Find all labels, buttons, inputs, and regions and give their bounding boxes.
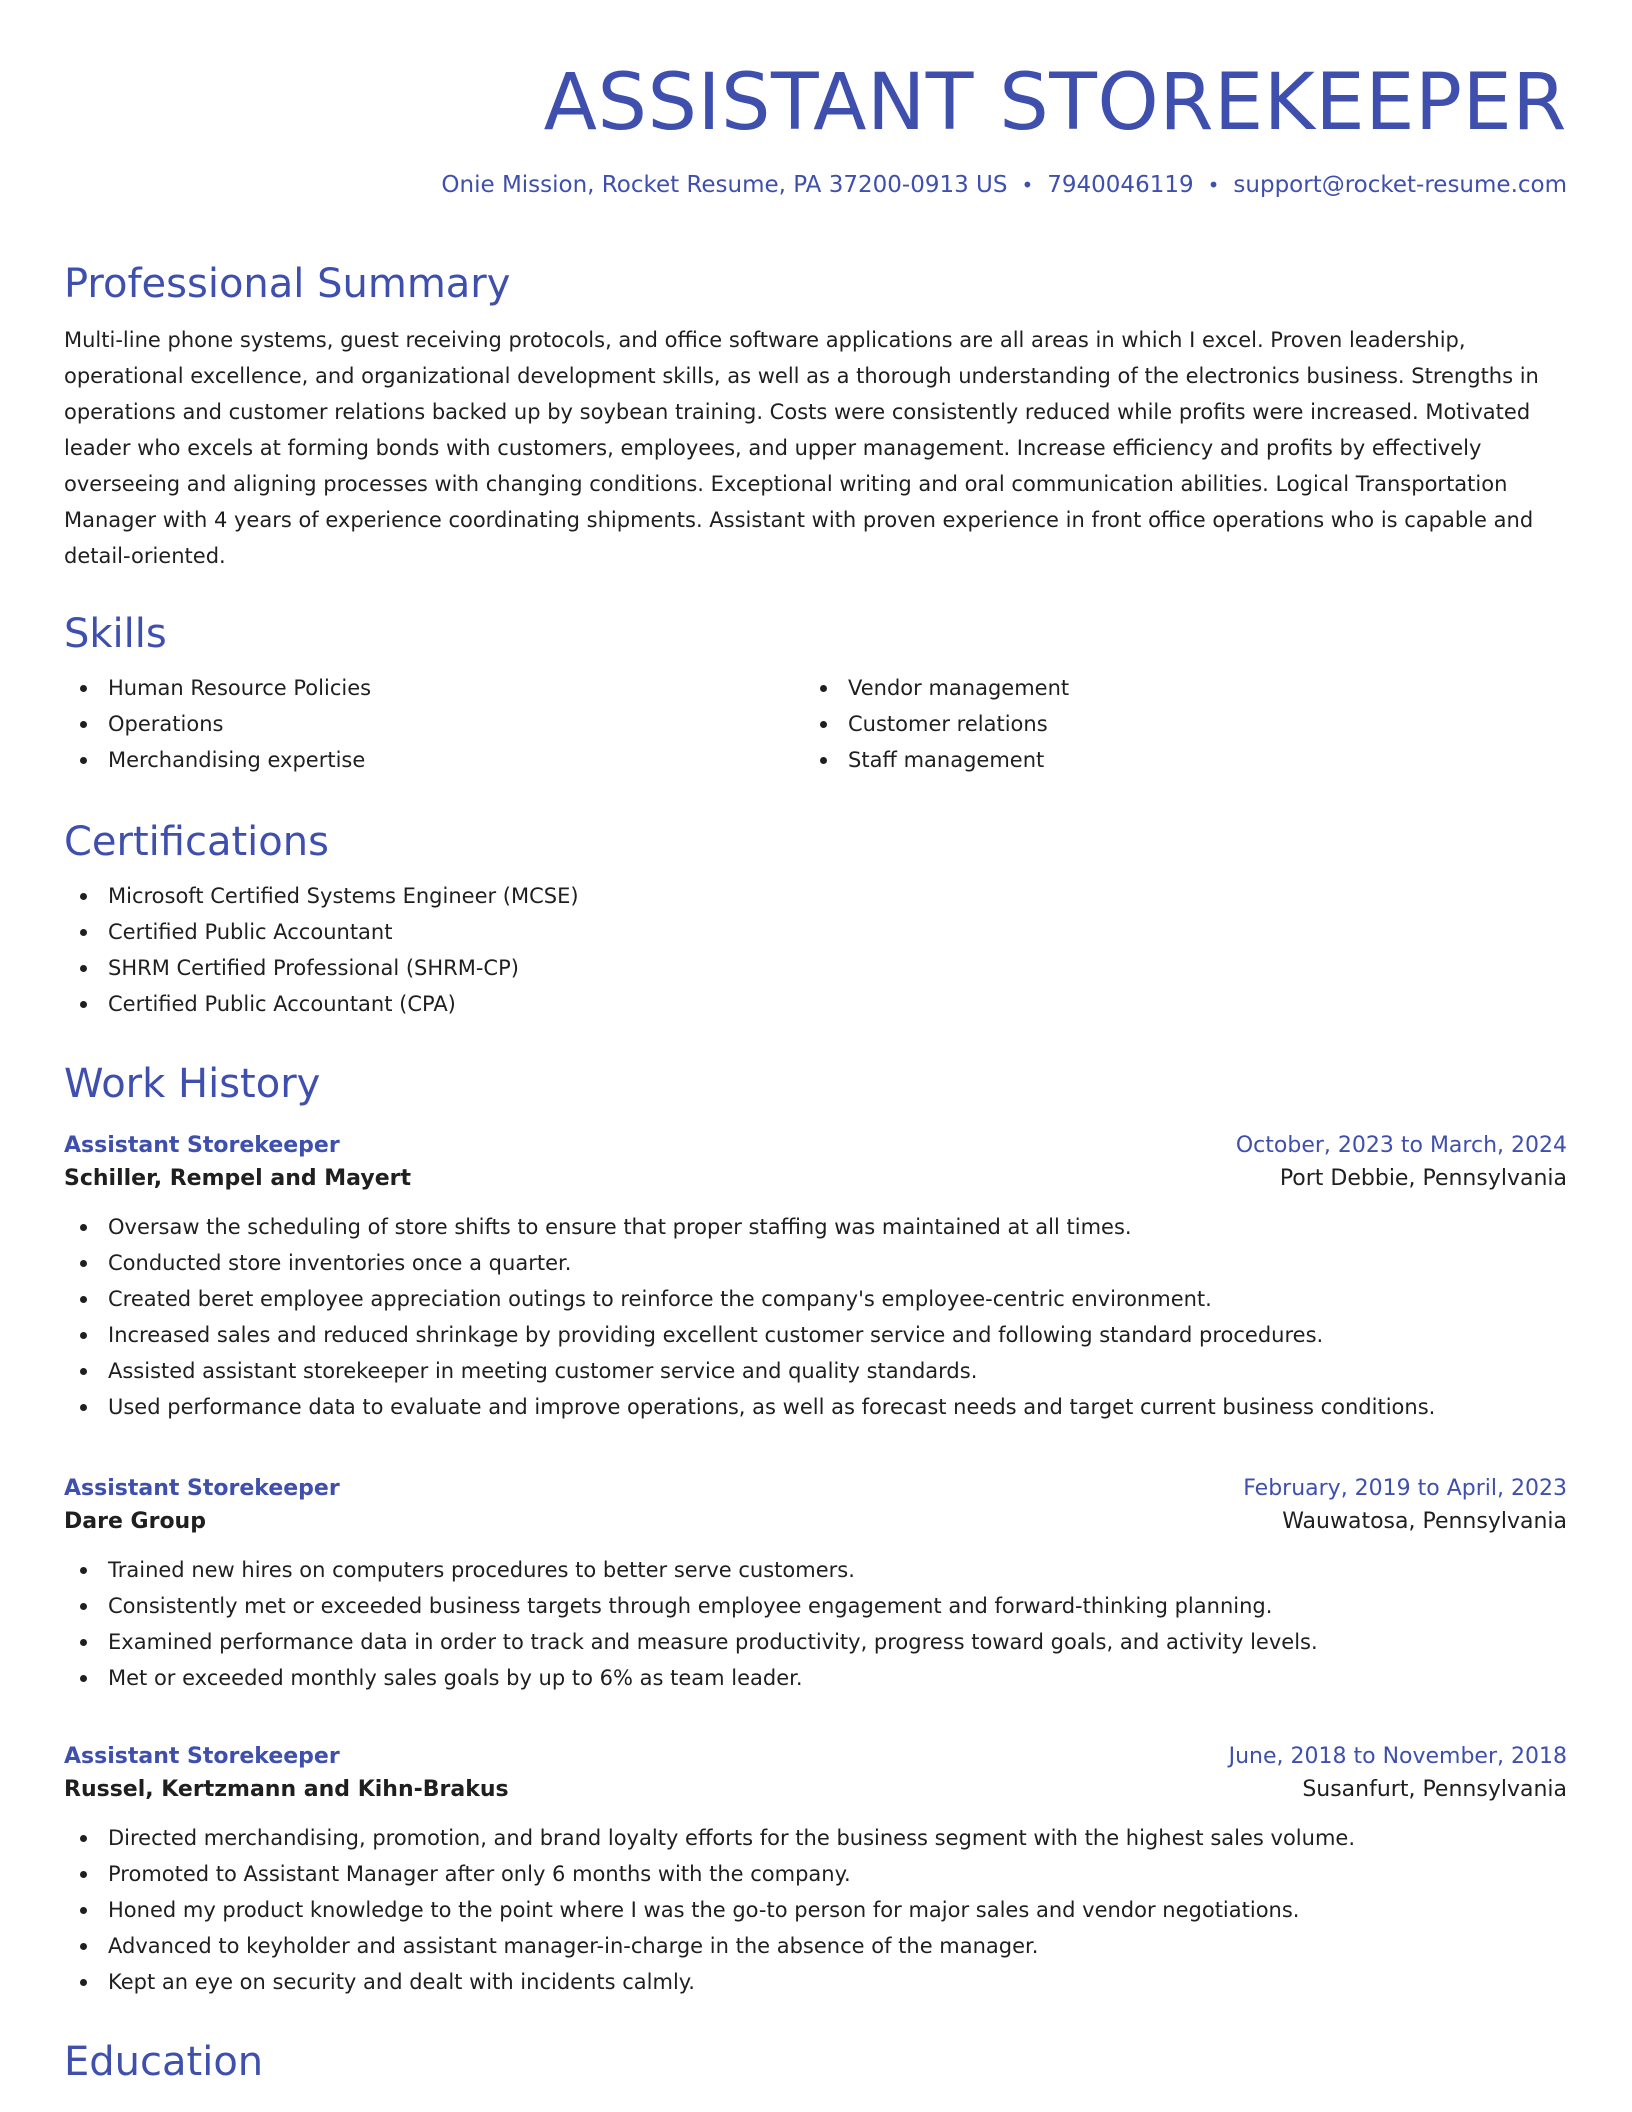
bullet-dot [80, 685, 87, 692]
job-location: Wauwatosa, Pennsylvania [1282, 1509, 1567, 1534]
job-dates: October, 2023 to March, 2024 [1235, 1133, 1567, 1158]
bullet-dot [80, 1871, 87, 1878]
contact-line [64, 172, 1567, 200]
skill-item [64, 706, 804, 742]
certification-label: SHRM Certified Professional (SHRM-CP) [108, 956, 519, 980]
job-bullet-text: Consistently met or exceeded business targets through employee engagement and forward-thinking planning. [108, 1594, 1273, 1618]
skills-heading: Skills [64, 611, 167, 657]
job-bullet-text: Created beret employee appreciation outings to reinforce the company's employee-centric environment. [108, 1287, 1212, 1311]
education-heading: Education [64, 2039, 264, 2085]
job-company-row [64, 1772, 1567, 1808]
skill-label: Staff management [848, 748, 1045, 772]
job-header-row [64, 1131, 1567, 1161]
bullet-dot [80, 893, 87, 900]
job-bullets [64, 1209, 1567, 1425]
job-bullet-text: Increased sales and reduced shrinkage by providing excellent customer service and following standard procedures. [108, 1323, 1324, 1347]
job-bullet-text: Examined performance data in order to track and measure productivity, progress toward goals, and activity levels. [108, 1630, 1318, 1654]
job-bullet-text: Oversaw the scheduling of store shifts to ensure that proper staffing was maintained at all times. [108, 1215, 1132, 1239]
bullet-dot [80, 1332, 87, 1339]
summary-text: Multi-line phone systems, guest receiving protocols, and office software applications are all areas in which I excel. Proven leadership, operational excellence, and organizational development skills, as well as a thorough understanding of the electronics business. Strengths in operations and customer relations backed up by soybean training. Costs were consistently reduced while profits were increased. Motivated leader who excels at forming bonds with customers, employees, and upper management. Increase efficiency and profits by effectively overseeing and aligning processes with changing conditions. Exceptional writing and oral communication abilities. Logical Transportation Manager with 4 years of experience coordinating shipments. Assistant with proven experience in front office operations who is capable and detail-oriented. [64, 328, 1539, 568]
job-bullet-text: Kept an eye on security and dealt with incidents calmly. [108, 1970, 695, 1994]
job-bullet-text: Conducted store inventories once a quarter. [108, 1251, 572, 1275]
job-title: Assistant Storekeeper [64, 1476, 340, 1501]
certification-label: Certified Public Accountant [108, 920, 393, 944]
job-bullets [64, 1820, 1567, 2000]
contact-separator: • [1207, 173, 1220, 197]
summary-section [64, 262, 1567, 574]
bullet-dot [820, 685, 827, 692]
contact-phone[interactable]: 7940046119 [1047, 172, 1194, 198]
job-bullet [64, 1552, 1567, 1588]
job-location: Port Debbie, Pennsylvania [1279, 1166, 1567, 1191]
bullet-dot [80, 1979, 87, 1986]
bullet-dot [80, 1368, 87, 1375]
bullet-dot [80, 1296, 87, 1303]
bullet-dot [80, 1404, 87, 1411]
skill-label: Merchandising expertise [108, 748, 366, 772]
contact-separator: • [1021, 173, 1034, 197]
bullet-dot [80, 1260, 87, 1267]
job-dates: February, 2019 to April, 2023 [1243, 1476, 1567, 1501]
summary-heading: Professional Summary [64, 261, 511, 307]
bullet-dot [80, 1675, 87, 1682]
bullet-dot [80, 757, 87, 764]
certification-item [64, 914, 1567, 950]
skill-item [64, 670, 804, 706]
bullet-dot [80, 1567, 87, 1574]
bullet-dot [80, 1001, 87, 1008]
job-entry [64, 1474, 1567, 1696]
contact-email[interactable]: support@rocket-resume.com [1233, 172, 1567, 198]
bullet-dot [80, 1835, 87, 1842]
bullet-dot [80, 965, 87, 972]
job-company-row [64, 1504, 1567, 1540]
job-bullet [64, 1245, 1567, 1281]
job-bullet [64, 1964, 1567, 2000]
job-bullet [64, 1317, 1567, 1353]
bullet-dot [80, 1224, 87, 1231]
job-company: Schiller, Rempel and Mayert [64, 1166, 411, 1191]
job-bullet [64, 1660, 1567, 1696]
skill-item [804, 706, 1544, 742]
job-bullet-text: Used performance data to evaluate and improve operations, as well as forecast needs and target current business conditions. [108, 1395, 1436, 1419]
job-bullet [64, 1820, 1567, 1856]
job-bullet-text: Assisted assistant storekeeper in meeting customer service and quality standards. [108, 1359, 978, 1383]
certification-label: Microsoft Certified Systems Engineer (MCSE) [108, 884, 579, 908]
job-location: Susanfurt, Pennsylvania [1302, 1777, 1567, 1802]
certifications-heading: Certifications [64, 819, 329, 865]
contact-address: Onie Mission, Rocket Resume, PA 37200-0913 US [441, 172, 1008, 198]
job-company-row [64, 1161, 1567, 1197]
job-title: Assistant Storekeeper [64, 1744, 340, 1769]
skills-list-left [64, 670, 804, 778]
bullet-dot [80, 1639, 87, 1646]
job-company: Dare Group [64, 1509, 206, 1534]
work-history-heading: Work History [64, 1061, 321, 1107]
job-entry [64, 1742, 1567, 2000]
job-dates: June, 2018 to November, 2018 [1228, 1744, 1567, 1769]
job-bullet-text: Trained new hires on computers procedures to better serve customers. [108, 1558, 855, 1582]
job-bullets [64, 1552, 1567, 1696]
bullet-dot [820, 721, 827, 728]
job-bullet [64, 1209, 1567, 1245]
resume-page [64, 0, 1567, 2085]
job-bullet [64, 1281, 1567, 1317]
job-bullet [64, 1928, 1567, 1964]
job-company: Russel, Kertzmann and Kihn-Brakus [64, 1777, 509, 1802]
skill-label: Human Resource Policies [108, 676, 372, 700]
bullet-dot [80, 1907, 87, 1914]
job-bullet [64, 1856, 1567, 1892]
job-bullet [64, 1624, 1567, 1660]
resume-title: ASSISTANT STOREKEEPER [543, 58, 1567, 148]
certifications-section [64, 820, 1567, 1022]
job-title: Assistant Storekeeper [64, 1133, 340, 1158]
job-header-row [64, 1474, 1567, 1504]
skill-item [64, 742, 804, 778]
certification-item [64, 986, 1567, 1022]
job-entry [64, 1131, 1567, 1425]
bullet-dot [80, 929, 87, 936]
skills-section [64, 612, 1567, 778]
skill-item [804, 670, 1544, 706]
certification-item [64, 950, 1567, 986]
skill-label: Customer relations [848, 712, 1048, 736]
job-bullet [64, 1353, 1567, 1389]
skill-label: Operations [108, 712, 224, 736]
job-header-row [64, 1742, 1567, 1772]
skills-list-right [804, 670, 1544, 778]
certifications-list [64, 878, 1567, 1022]
bullet-dot [80, 721, 87, 728]
skill-label: Vendor management [848, 676, 1070, 700]
work-history-section [64, 1062, 1567, 1106]
skill-item [804, 742, 1544, 778]
job-bullet-text: Advanced to keyholder and assistant manager-in-charge in the absence of the manager. [108, 1934, 1039, 1958]
job-bullet-text: Met or exceeded monthly sales goals by up to 6% as team leader. [108, 1666, 803, 1690]
job-bullet [64, 1892, 1567, 1928]
bullet-dot [80, 1603, 87, 1610]
certification-label: Certified Public Accountant (CPA) [108, 992, 456, 1016]
education-section [64, 2040, 1567, 2084]
certification-item [64, 878, 1567, 914]
job-bullet-text: Directed merchandising, promotion, and brand loyalty efforts for the business segment with the highest sales volume. [108, 1826, 1355, 1850]
job-bullet [64, 1389, 1567, 1425]
bullet-dot [820, 757, 827, 764]
skills-grid [64, 670, 1567, 778]
bullet-dot [80, 1943, 87, 1950]
job-bullet-text: Honed my product knowledge to the point where I was the go-to person for major sales and vendor negotiations. [108, 1898, 1300, 1922]
job-bullet-text: Promoted to Assistant Manager after only 6 months with the company. [108, 1862, 851, 1886]
job-bullet [64, 1588, 1567, 1624]
